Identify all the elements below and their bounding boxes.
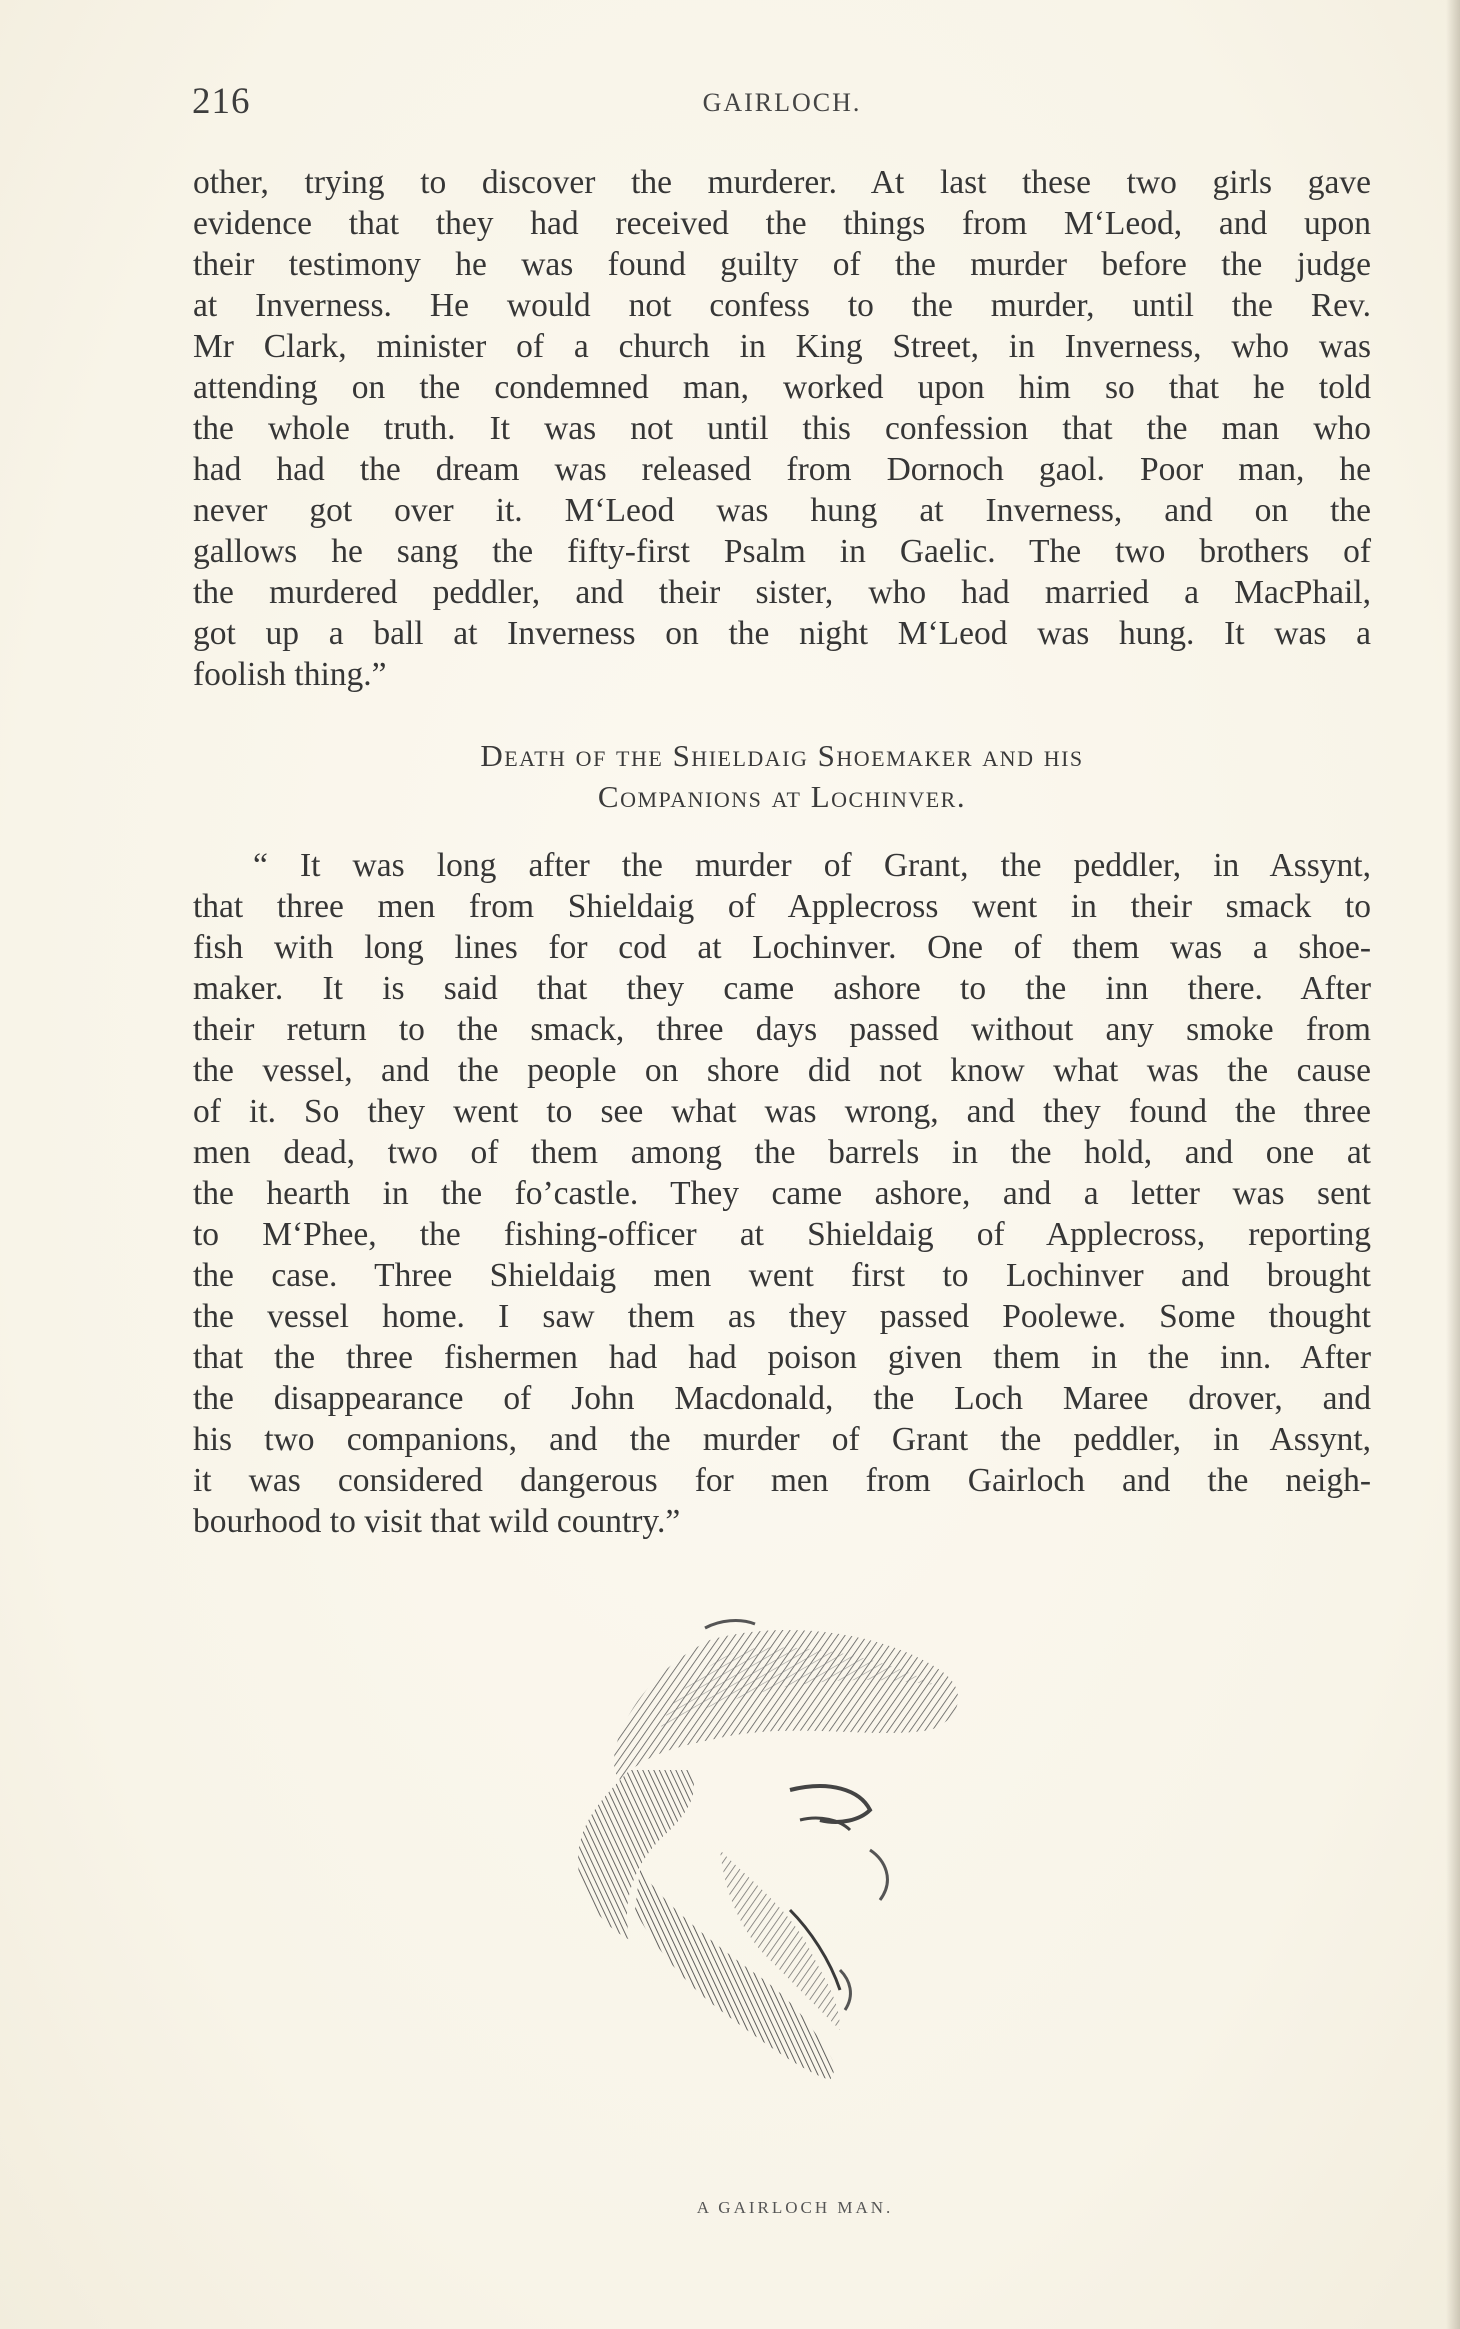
text-line: fish with long lines for cod at Lochinver. One of them was a shoe- bbox=[193, 929, 1371, 966]
text-line: bourhood to visit that wild country.” bbox=[193, 1503, 681, 1540]
text-line: men dead, two of them among the barrels in the hold, and one at bbox=[193, 1134, 1371, 1171]
text-line: maker. It is said that they came ashore to the inn there. After bbox=[193, 970, 1371, 1007]
text-line: his two companions, and the murder of Grant the peddler, in Assynt, bbox=[193, 1421, 1371, 1458]
text-line: of it. So they went to see what was wrong, and they found the three bbox=[193, 1093, 1371, 1130]
illustration-caption: A GAIRLOCH MAN. bbox=[696, 2198, 894, 2217]
text-line: attending on the condemned man, worked upon him so that he told bbox=[193, 369, 1371, 406]
page-edge-shadow bbox=[1446, 0, 1460, 2329]
section-heading-line-1: Death of the Shieldaig Shoemaker and his bbox=[480, 738, 1084, 773]
text-line: other, trying to discover the murderer. At last these two girls gave bbox=[193, 164, 1371, 201]
gairloch-man-illustration bbox=[540, 1610, 1050, 2110]
text-line: their testimony he was found guilty of the murder before the judge bbox=[193, 246, 1371, 283]
text-line: that the three fishermen had had poison given them in the inn. After bbox=[193, 1339, 1371, 1376]
running-head: GAIRLOCH. bbox=[702, 88, 862, 117]
page-number: 216 bbox=[192, 81, 251, 122]
text-line: Mr Clark, minister of a church in King Street, in Inverness, who was bbox=[193, 328, 1371, 365]
text-line: the case. Three Shieldaig men went first to Lochinver and brought bbox=[193, 1257, 1371, 1294]
text-line: the murdered peddler, and their sister, who had married a MacPhail, bbox=[193, 574, 1371, 611]
text-line: got up a ball at Inverness on the night M‘Leod was hung. It was a bbox=[193, 615, 1371, 652]
text-line: had had the dream was released from Dornoch gaol. Poor man, he bbox=[193, 451, 1371, 488]
text-line: the vessel home. I saw them as they passed Poolewe. Some thought bbox=[193, 1298, 1371, 1335]
text-line: the hearth in the fo’castle. They came ashore, and a letter was sent bbox=[193, 1175, 1371, 1212]
text-line: “ It was long after the murder of Grant, the peddler, in Assynt, bbox=[253, 847, 1371, 884]
text-line: at Inverness. He would not confess to the murder, until the Rev. bbox=[193, 287, 1371, 324]
text-line: to M‘Phee, the fishing-officer at Shieldaig of Applecross, reporting bbox=[193, 1216, 1371, 1253]
text-line: evidence that they had received the things from M‘Leod, and upon bbox=[193, 205, 1371, 242]
paragraph-2 bbox=[193, 845, 1371, 1542]
page-header bbox=[192, 80, 1372, 128]
text-line: the vessel, and the people on shore did not know what was the cause bbox=[193, 1052, 1371, 1089]
text-line: foolish thing.” bbox=[193, 656, 387, 693]
text-line: that three men from Shieldaig of Applecross went in their smack to bbox=[193, 888, 1371, 925]
text-line: their return to the smack, three days passed without any smoke from bbox=[193, 1011, 1371, 1048]
section-heading-line-2: Companions at Lochinver. bbox=[597, 779, 967, 814]
text-line: never got over it. M‘Leod was hung at Inverness, and on the bbox=[193, 492, 1371, 529]
text-line: it was considered dangerous for men from Gairloch and the neigh- bbox=[193, 1462, 1371, 1499]
text-line: the whole truth. It was not until this confession that the man who bbox=[193, 410, 1371, 447]
text-line: the disappearance of John Macdonald, the Loch Maree drover, and bbox=[193, 1380, 1371, 1417]
section-heading bbox=[193, 735, 1371, 817]
text-line: gallows he sang the fifty-first Psalm in Gaelic. The two brothers of bbox=[193, 533, 1371, 570]
paragraph-1 bbox=[193, 162, 1371, 695]
